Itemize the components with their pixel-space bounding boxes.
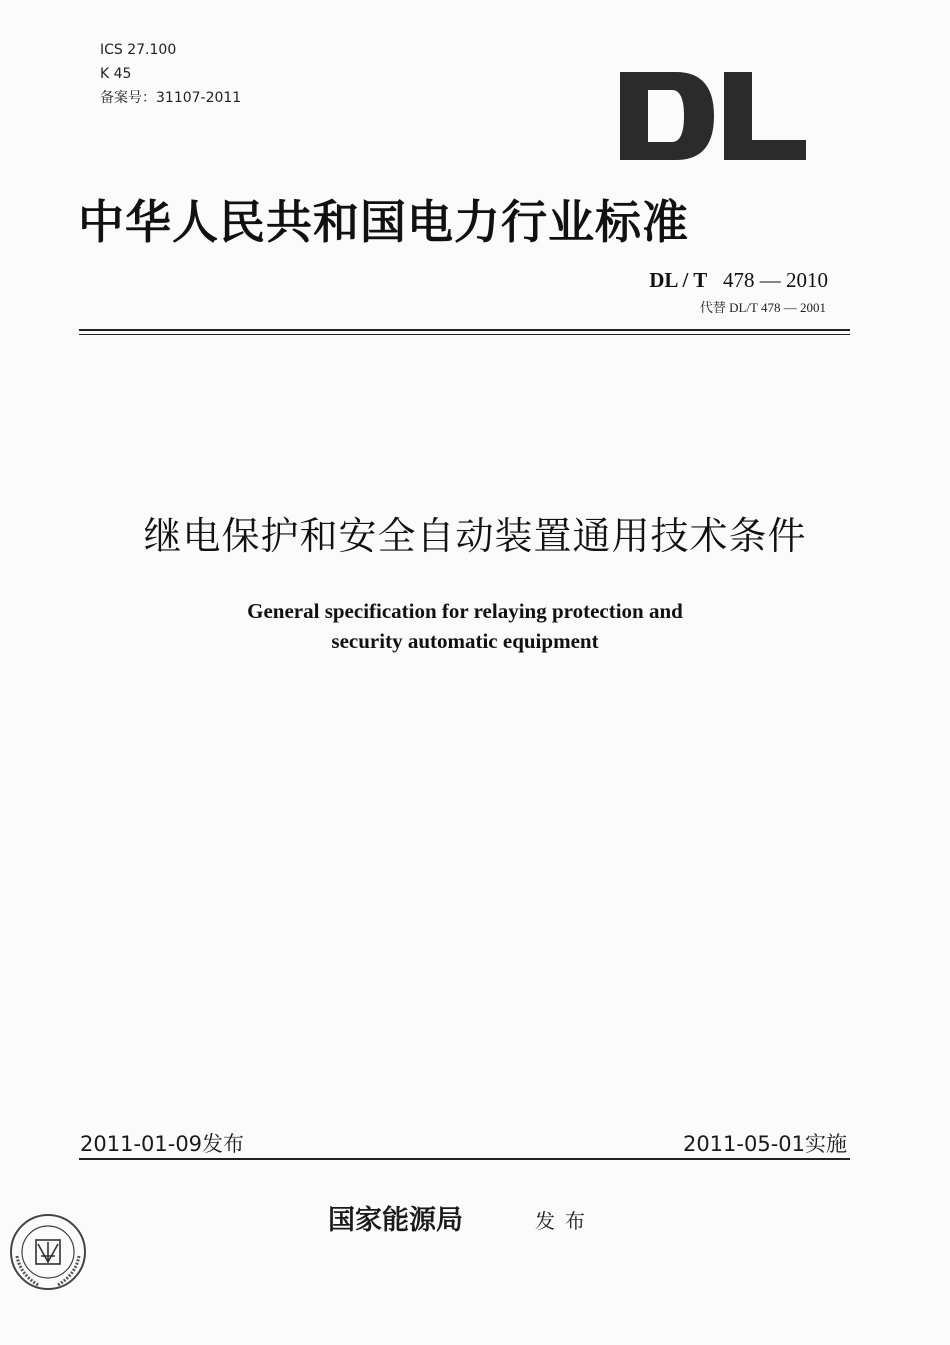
issue-label: 发布 (535, 1209, 595, 1233)
dl-logo (618, 70, 808, 162)
document-title-chinese: 继电保护和安全自动装置通用技术条件 (143, 514, 807, 558)
issuer-name: 国家能源局 (328, 1205, 463, 1236)
english-title-line-1: General specification for relaying protection and (247, 599, 683, 623)
english-title-line-2: security automatic equipment (331, 629, 599, 653)
standard-number-value: 478 — 2010 (723, 268, 828, 292)
header-rule-thin (79, 334, 850, 335)
footer-rule (79, 1158, 850, 1160)
record-number: 备案号：31107-2011 (100, 90, 242, 106)
ics-code: ICS 27.100 (100, 42, 177, 58)
category-code: K 45 (100, 66, 132, 82)
agency-title: 中华人民共和国电力行业标准 (78, 195, 689, 249)
replaces-note: 代替 DL/T 478 — 2001 (699, 300, 826, 315)
dl-logo-d (620, 72, 714, 160)
classification-block (100, 38, 241, 110)
header-rule-thick (79, 329, 850, 331)
publisher-seal-icon (8, 1212, 88, 1292)
standard-prefix: DL / T (649, 268, 708, 292)
standard-number (649, 268, 828, 293)
implement-date: 2011-05-01实施 (682, 1132, 847, 1156)
publish-date: 2011-01-09发布 (80, 1132, 245, 1156)
document-title-english (100, 596, 830, 656)
dl-logo-l (724, 72, 806, 160)
